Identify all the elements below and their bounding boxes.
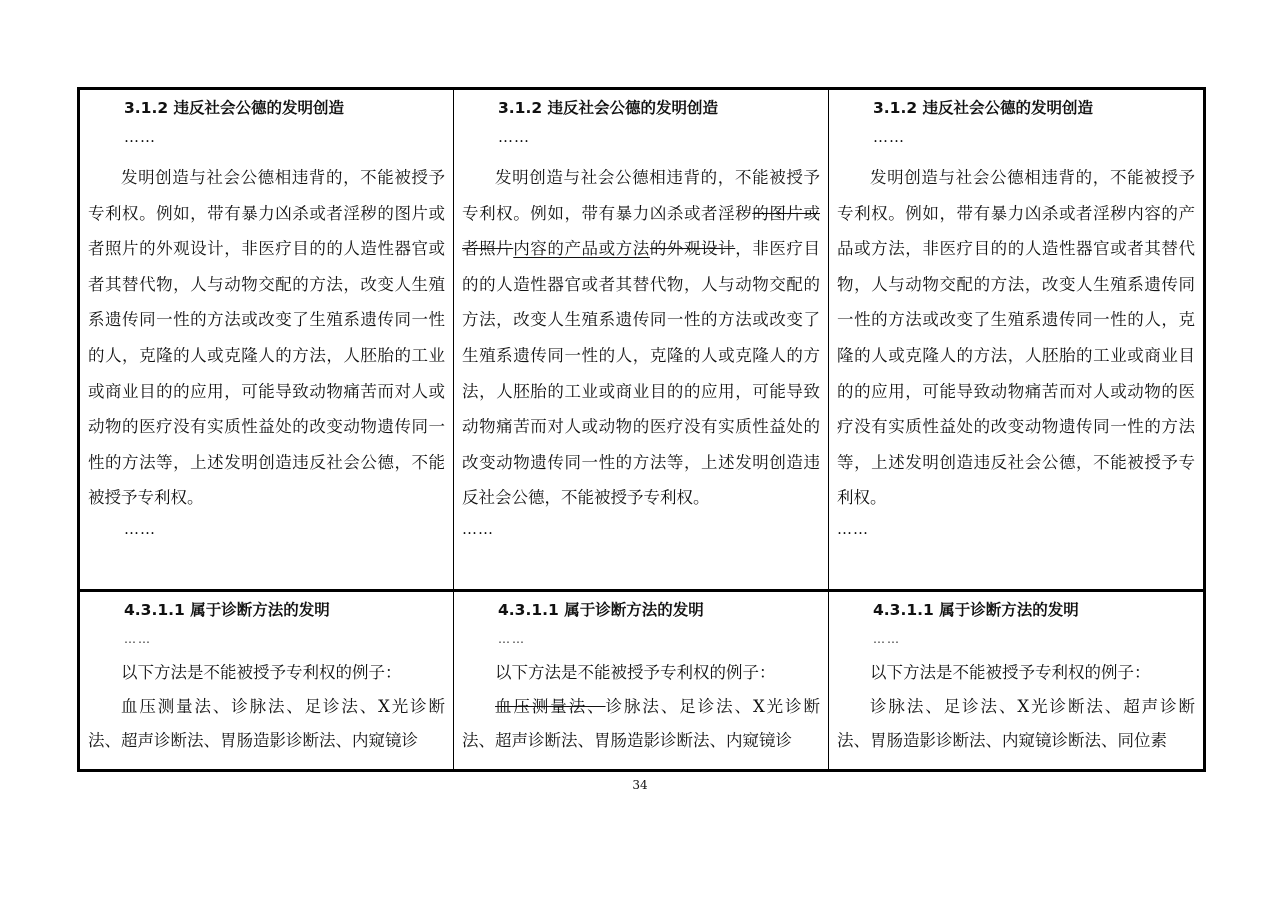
intro-text: 以下方法是不能被授予专利权的例子：: [121, 663, 402, 683]
intro-text: 以下方法是不能被授予专利权的例子：: [495, 663, 776, 683]
ellipsis-text: ……: [462, 519, 494, 538]
paragraph-original: 发明创造与社会公德相违背的，不能被授予专利权。例如，带有暴力凶杀或者淫秽的图片或者照片的外观设计，非医疗目的的人造性器官或者其替代物，人与动物交配的方法，改变人生殖系遗传同一性的方法或改变了生殖系遗传同一性的人，克隆的人或克隆人的方法，人胚胎的工业或商业目的的应用，可能导致动物痛苦而对人或动物的医疗没有实质性益处的改变动物遗传同一性的方法等，上述发明创造违反社会公德，不能被授予专利权。: [88, 168, 445, 508]
cell-amended-3-1-2: [829, 89, 1205, 591]
ellipsis-text: ……: [124, 519, 156, 538]
paragraph-revision: [462, 690, 820, 758]
paragraph-original: 血压测量法、诊脉法、足诊法、X光诊断法、超声诊断法、胃肠造影诊断法、内窥镜诊: [88, 697, 445, 751]
paragraph-amended: 诊脉法、足诊法、X光诊断法、超声诊断法、胃肠造影诊断法、内窥镜诊断法、同位素: [837, 697, 1195, 751]
paragraph-amended: 发明创造与社会公德相违背的，不能被授予专利权。例如，带有暴力凶杀或者淫秽内容的产品或方法，非医疗目的的人造性器官或者其替代物，人与动物交配的方法，改变人生殖系遗传同一性的方法或改变了生殖系遗传同一性的人，克隆的人或克隆人的方法，人胚胎的工业或商业目的的应用，可能导致动物痛苦而对人或动物的医疗没有实质性益处的改变动物遗传同一性的方法等，上述发明创造违反社会公德，不能被授予专利权。: [837, 168, 1195, 508]
comparison-table: [77, 87, 1206, 772]
cell-revision-3-1-2: [454, 89, 829, 591]
cell-revision-4-3-1-1: [454, 591, 829, 771]
deleted-text: 的外观设计: [649, 239, 736, 259]
deleted-text: 血压测量法、: [495, 697, 606, 717]
section-heading: 3.1.2 违反社会公德的发明创造: [873, 99, 1094, 117]
cell-original-3-1-2: [79, 89, 454, 591]
text-segment: ，非医疗目的的人造性器官或者其替代物，人与动物交配的方法，改变人生殖系遗传同一性的方法或改变了生殖系遗传同一性的人，克隆的人或克隆人的方法，人胚胎的工业或商业目的的应用，可能导致动物痛苦而对人或动物的医疗没有实质性益处的改变动物遗传同一性的方法等，上述发明创造违反社会公德，不能被授予专利权。: [462, 239, 821, 508]
paragraph-revision: [462, 160, 820, 516]
page-number: 34: [632, 778, 648, 792]
ellipsis-text: ……: [873, 128, 905, 146]
deleted-text: 的图片或者照片: [462, 203, 821, 259]
ellipsis-text: ……: [124, 128, 156, 146]
text-segment: 发明创造与社会公德相违背的，不能被授予专利权。例如，带有暴力凶杀或者淫秽: [462, 168, 820, 223]
table-row: [79, 89, 1205, 591]
section-heading: 3.1.2 违反社会公德的发明创造: [498, 99, 719, 117]
inserted-text: 内容的产品或方法: [513, 239, 650, 259]
section-heading: 4.3.1.1 属于诊断方法的发明: [498, 601, 704, 620]
ellipsis-text: ……: [837, 519, 869, 538]
ellipsis-text: ……: [873, 632, 901, 647]
ellipsis-text: ……: [498, 632, 526, 647]
section-heading: 4.3.1.1 属于诊断方法的发明: [124, 601, 330, 620]
ellipsis-text: ……: [498, 128, 530, 146]
text-segment: 诊脉法、足诊法、X光诊断法、超声诊断法、胃肠造影诊断法、内窥镜诊: [462, 697, 821, 751]
cell-amended-4-3-1-1: [829, 591, 1205, 771]
ellipsis-text: ……: [124, 632, 152, 647]
section-heading: 4.3.1.1 属于诊断方法的发明: [873, 601, 1079, 620]
cell-original-4-3-1-1: [79, 591, 454, 771]
table-row: [79, 591, 1205, 771]
intro-text: 以下方法是不能被授予专利权的例子：: [870, 663, 1151, 683]
section-heading: 3.1.2 违反社会公德的发明创造: [124, 99, 345, 117]
